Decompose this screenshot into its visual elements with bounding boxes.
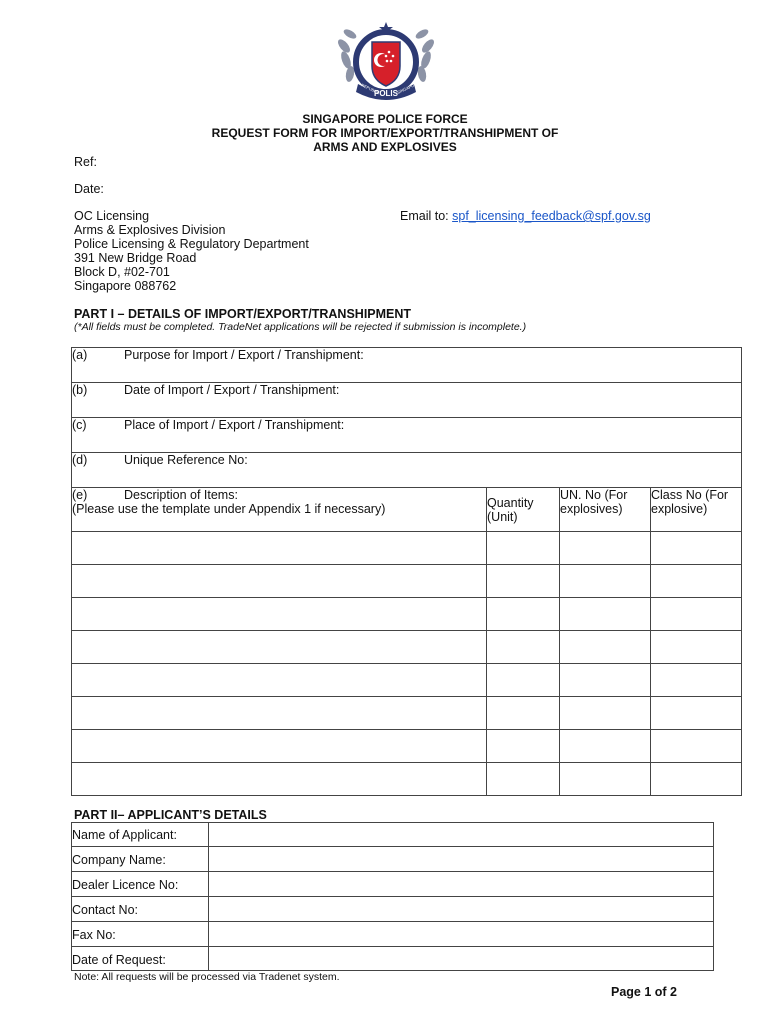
table-row (72, 532, 742, 565)
fax-no-input[interactable] (209, 922, 714, 947)
item-un-cell[interactable] (560, 730, 651, 763)
unique-ref-label: Unique Reference No: (124, 453, 248, 467)
item-un-cell[interactable] (560, 763, 651, 796)
part2-title: PART II– APPLICANT’S DETAILS (74, 808, 267, 822)
table-row (72, 763, 742, 796)
date-field[interactable]: (b) Date of Import / Export / Transhipment: (72, 383, 742, 418)
table-row (72, 383, 742, 418)
table-row (72, 664, 742, 697)
table-row (72, 418, 742, 453)
page-number: Page 1 of 2 (611, 985, 677, 999)
un-no-header: UN. No (For explosives) (560, 488, 651, 532)
item-quantity-cell[interactable] (487, 664, 560, 697)
fax-no-label: Fax No: (72, 922, 209, 947)
address-line: 391 New Bridge Road (74, 251, 197, 265)
part1-details-table (71, 347, 742, 796)
item-un-cell[interactable] (560, 598, 651, 631)
date-of-request-label: Date of Request: (72, 947, 209, 971)
table-row (72, 872, 714, 897)
item-class-cell[interactable] (651, 598, 742, 631)
quantity-header: Quantity (Unit) (487, 488, 560, 532)
item-description-cell[interactable] (72, 565, 487, 598)
table-row (72, 823, 714, 847)
table-row (72, 565, 742, 598)
applicant-name-label: Name of Applicant: (72, 823, 209, 847)
applicant-details-table (71, 822, 714, 971)
item-quantity-cell[interactable] (487, 631, 560, 664)
table-row (72, 598, 742, 631)
item-description-cell[interactable] (72, 631, 487, 664)
table-row (72, 897, 714, 922)
address-line: OC Licensing (74, 209, 150, 223)
item-quantity-cell[interactable] (487, 730, 560, 763)
address-line: Police Licensing & Regulatory Department (74, 237, 309, 251)
item-un-cell[interactable] (560, 664, 651, 697)
item-quantity-cell[interactable] (487, 565, 560, 598)
applicant-name-input[interactable] (209, 823, 714, 847)
date-of-import-label: Date of Import / Export / Transhipment: (124, 383, 340, 397)
table-row (72, 847, 714, 872)
item-quantity-cell[interactable] (487, 763, 560, 796)
svg-text:REPUBLIK: REPUBLIK (360, 82, 381, 96)
table-row (72, 348, 742, 383)
header-line-1: SINGAPORE POLICE FORCE (302, 112, 468, 126)
item-class-cell[interactable] (651, 697, 742, 730)
address-line: Singapore 088762 (74, 279, 177, 293)
table-row (72, 697, 742, 730)
item-description-cell[interactable] (72, 598, 487, 631)
place-label: Place of Import / Export / Transhipment: (124, 418, 345, 432)
svg-text:POLIS: POLIS (373, 89, 399, 98)
part1-title: PART I – DETAILS OF IMPORT/EXPORT/TRANSHIPMENT (74, 307, 412, 321)
table-row (72, 922, 714, 947)
purpose-field[interactable]: (a) Purpose for Import / Export / Transhipment: (72, 348, 742, 383)
email-line (400, 209, 651, 223)
item-description-cell[interactable] (72, 697, 487, 730)
company-name-label: Company Name: (72, 847, 209, 872)
table-row (72, 730, 742, 763)
class-no-header: Class No (For explosive) (651, 488, 742, 532)
item-quantity-cell[interactable] (487, 598, 560, 631)
item-quantity-cell[interactable] (487, 532, 560, 565)
item-un-cell[interactable] (560, 565, 651, 598)
address-line: Arms & Explosives Division (74, 223, 226, 237)
item-description-cell[interactable] (72, 730, 487, 763)
company-name-input[interactable] (209, 847, 714, 872)
header-line-2: REQUEST FORM FOR IMPORT/EXPORT/TRANSHIPMENT OF (211, 126, 559, 140)
purpose-label: Purpose for Import / Export / Transhipment: (124, 348, 364, 362)
item-description-cell[interactable] (72, 664, 487, 697)
unique-ref-field[interactable]: (d) Unique Reference No: (72, 453, 742, 488)
email-label: Email to: (400, 209, 449, 223)
part1-note: (*All fields must be completed. TradeNet applications will be rejected if submission is incomplete.) (74, 321, 527, 333)
dealer-licence-input[interactable] (209, 872, 714, 897)
item-class-cell[interactable] (651, 631, 742, 664)
item-un-cell[interactable] (560, 631, 651, 664)
table-row (72, 631, 742, 664)
item-class-cell[interactable] (651, 763, 742, 796)
table-row (72, 453, 742, 488)
header-line-3: ARMS AND EXPLOSIVES (313, 140, 457, 154)
contact-no-input[interactable] (209, 897, 714, 922)
item-class-cell[interactable] (651, 532, 742, 565)
part2-note: Note: All requests will be processed via Tradenet system. (74, 971, 340, 983)
svg-text:SINGAPURA: SINGAPURA (396, 80, 420, 95)
place-field[interactable]: (c) Place of Import / Export / Transhipment: (72, 418, 742, 453)
item-description-cell[interactable] (72, 532, 487, 565)
item-class-cell[interactable] (651, 730, 742, 763)
email-link[interactable]: spf_licensing_feedback@spf.gov.sg (452, 209, 651, 223)
table-row (72, 947, 714, 971)
ref-label: Ref: (74, 155, 97, 169)
address-line: Block D, #02-701 (74, 265, 170, 279)
items-header-row (72, 488, 742, 532)
spf-crest-logo (336, 20, 436, 106)
dealer-licence-label: Dealer Licence No: (72, 872, 209, 897)
contact-no-label: Contact No: (72, 897, 209, 922)
address-block (74, 209, 309, 293)
item-un-cell[interactable] (560, 697, 651, 730)
item-class-cell[interactable] (651, 664, 742, 697)
item-description-cell[interactable] (72, 763, 487, 796)
item-class-cell[interactable] (651, 565, 742, 598)
item-un-cell[interactable] (560, 532, 651, 565)
date-of-request-input[interactable] (209, 947, 714, 971)
description-sublabel: (Please use the template under Appendix 1 if necessary) (72, 502, 386, 516)
date-label: Date: (74, 182, 104, 196)
description-header: (e) Description of Items: (Please use the template under Appendix 1 if necessary) (72, 488, 487, 532)
item-quantity-cell[interactable] (487, 697, 560, 730)
